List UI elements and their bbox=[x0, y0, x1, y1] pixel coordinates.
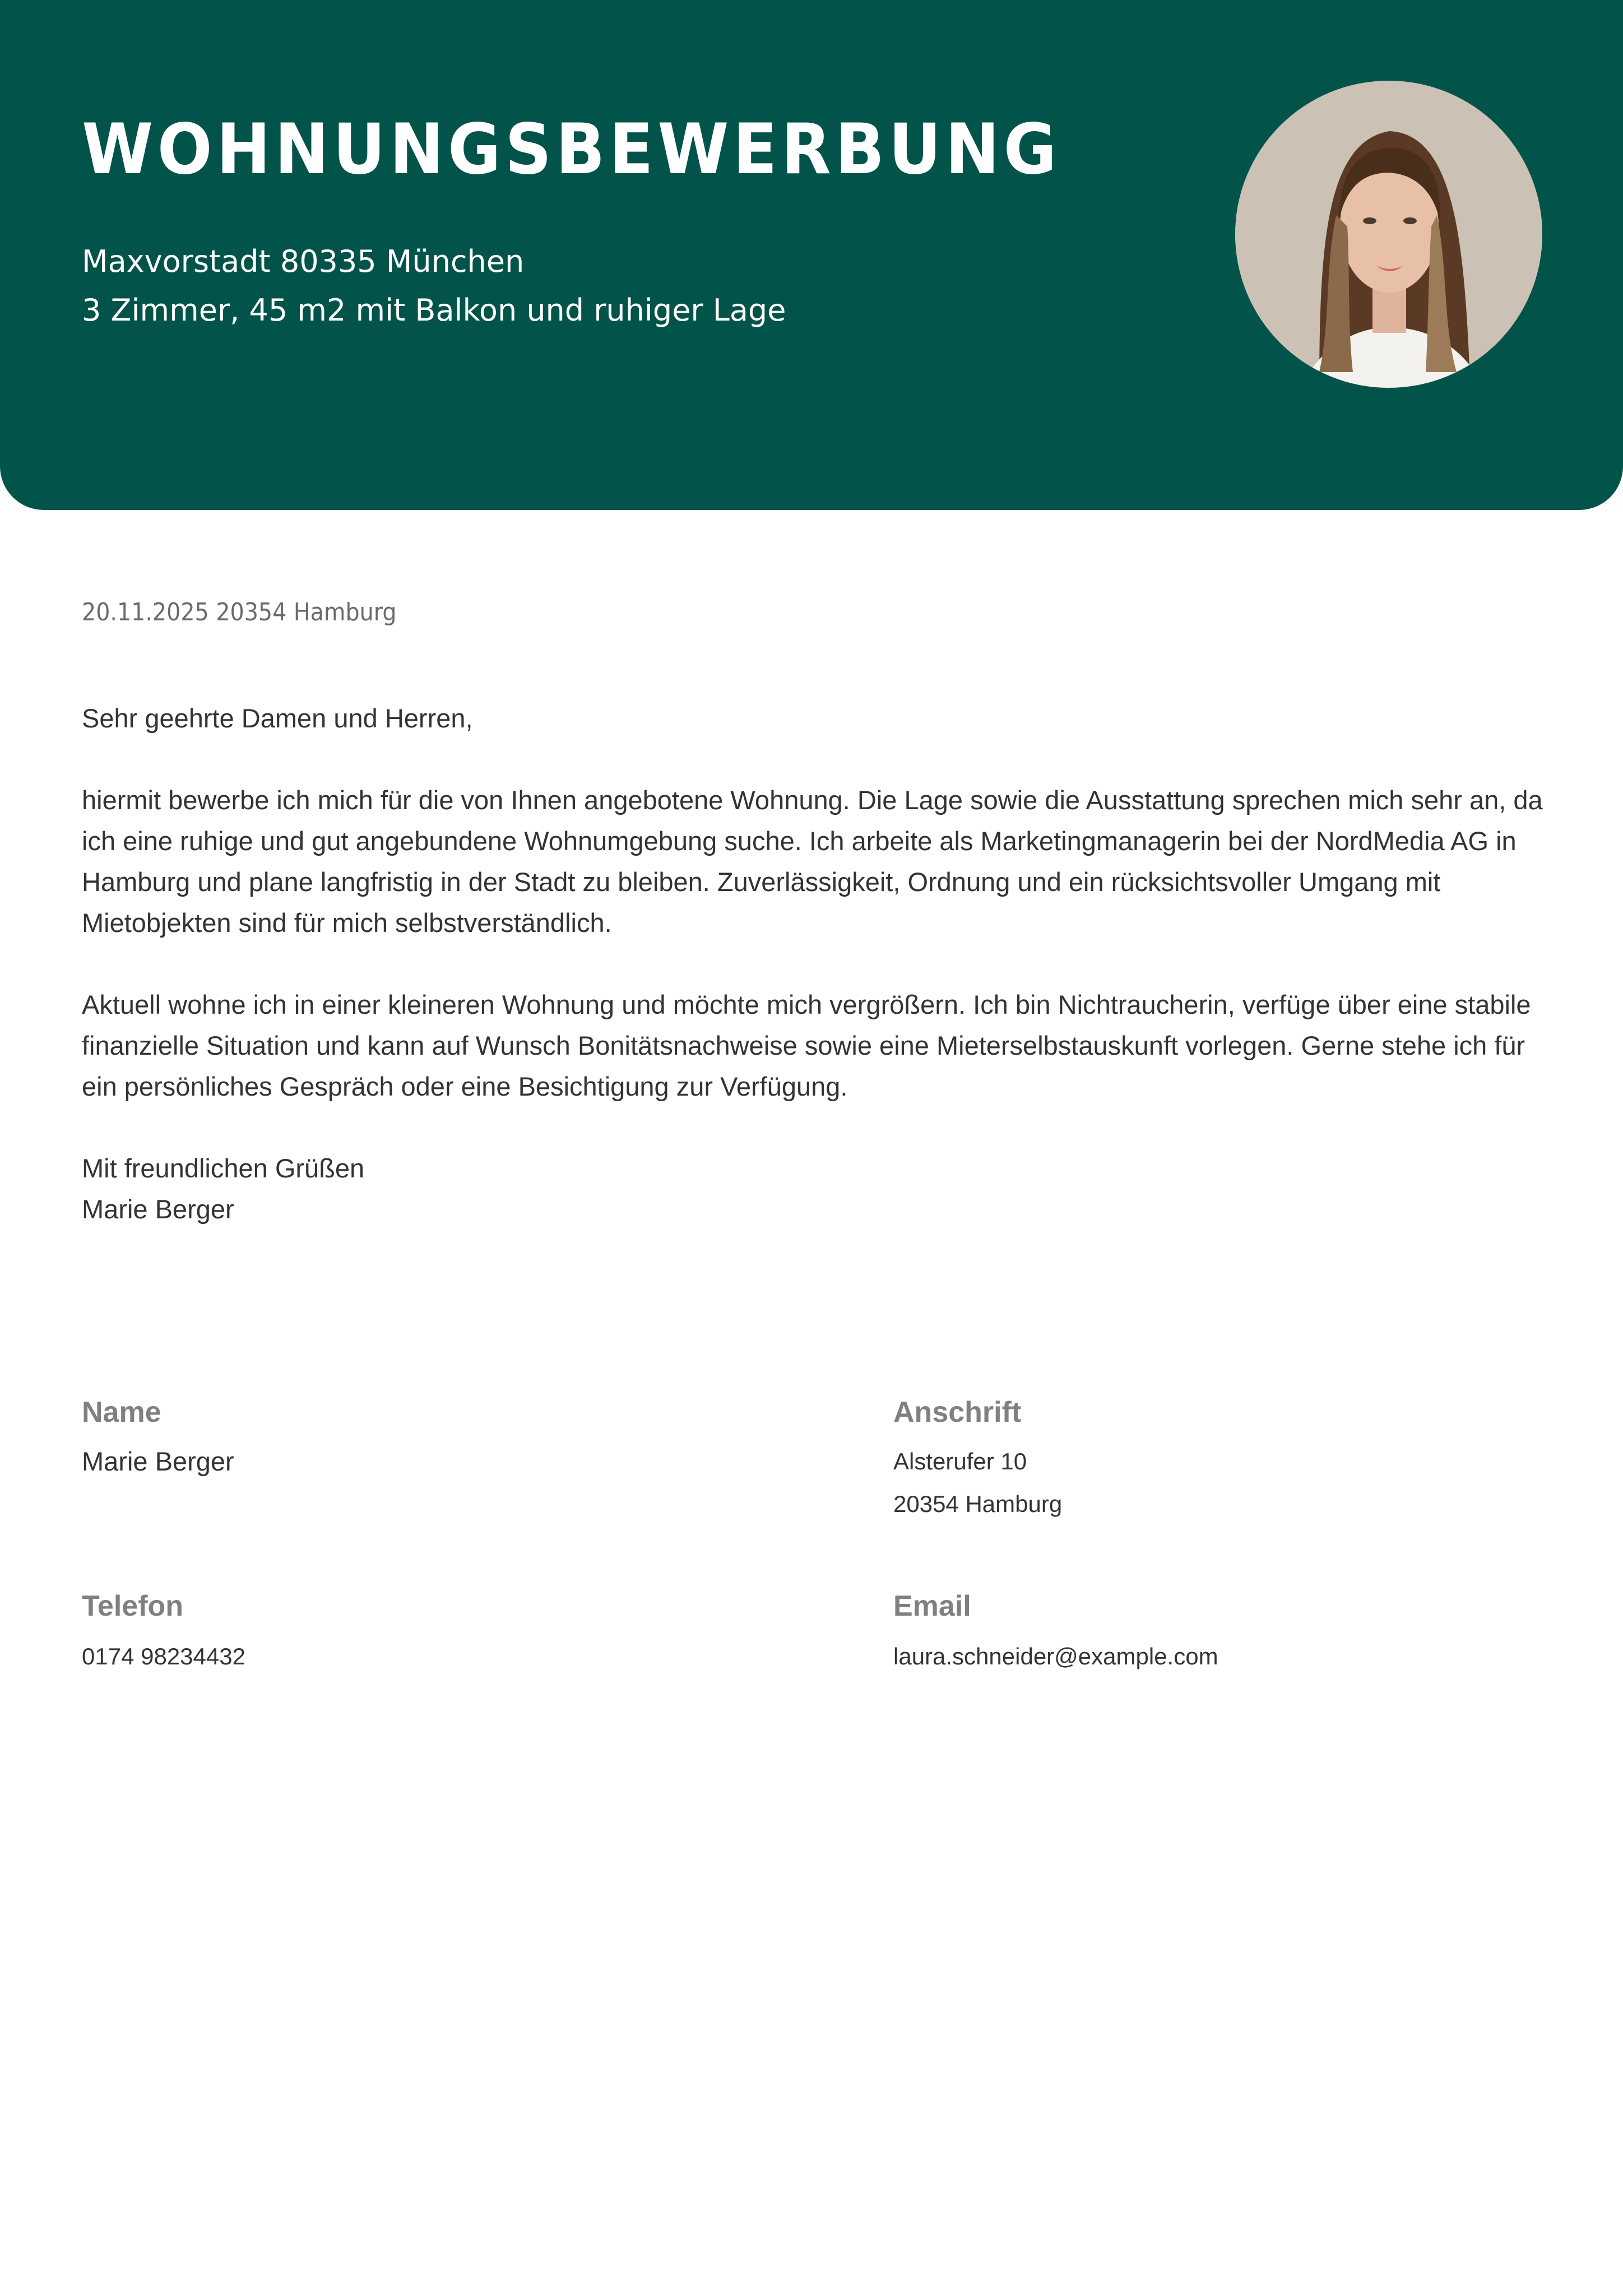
paragraph-2: Aktuell wohne ich in einer kleineren Wohnung und möchte mich vergrößern. Ich bin Nichtraucherin, verfüge über eine stabile finanzielle Situation und kann auf Wunsch Bonitätsnachweise sowie eine Mieterselbstauskunft vorlegen. Gerne stehe ich für ein persönliches Gespräch oder eine Besichtigung zur Verfügung. bbox=[82, 990, 1531, 1101]
closing: Mit freundlichen Grüßen bbox=[82, 1153, 365, 1183]
email-value[interactable]: laura.schneider@example.com bbox=[893, 1643, 1218, 1669]
address-label: Anschrift bbox=[893, 1396, 1022, 1428]
email-label: Email bbox=[893, 1590, 971, 1622]
header-banner bbox=[0, 0, 1623, 510]
applicant-photo bbox=[1235, 81, 1542, 388]
name-value: Marie Berger bbox=[82, 1446, 234, 1476]
letter-body bbox=[82, 698, 1550, 1230]
salutation: Sehr geehrte Damen und Herren, bbox=[82, 703, 473, 733]
address-city: 20354 Hamburg bbox=[893, 1491, 1063, 1517]
date-place: 20.11.2025 20354 Hamburg bbox=[82, 598, 397, 627]
phone-label: Telefon bbox=[82, 1590, 184, 1622]
address-street: Alsterufer 10 bbox=[893, 1448, 1027, 1474]
apartment-details: 3 Zimmer, 45 m2 mit Balkon und ruhiger Lage bbox=[82, 293, 786, 328]
phone-value: 0174 98234432 bbox=[82, 1643, 245, 1669]
page-title: WOHNUNGSBEWERBUNG bbox=[82, 109, 1061, 190]
paragraph-1: hiermit bewerbe ich mich für die von Ihnen angebotene Wohnung. Die Lage sowie die Ausstattung sprechen mich sehr an, da ich eine ruhige und gut angebundene Wohnumgebung suche. Ich arbeite als Marketingmanagerin bei der NordMedia AG in Hamburg und plane langfristig in der Stadt zu bleiben. Zuverlässigkeit, Ordnung und ein rücksichtsvoller Umgang mit Mietobjekten sind für mich selbstverständlich. bbox=[82, 785, 1543, 938]
apartment-location: Maxvorstadt 80335 München bbox=[82, 244, 525, 279]
signature: Marie Berger bbox=[82, 1194, 234, 1224]
address-value bbox=[893, 1440, 1062, 1525]
name-label: Name bbox=[82, 1396, 161, 1428]
